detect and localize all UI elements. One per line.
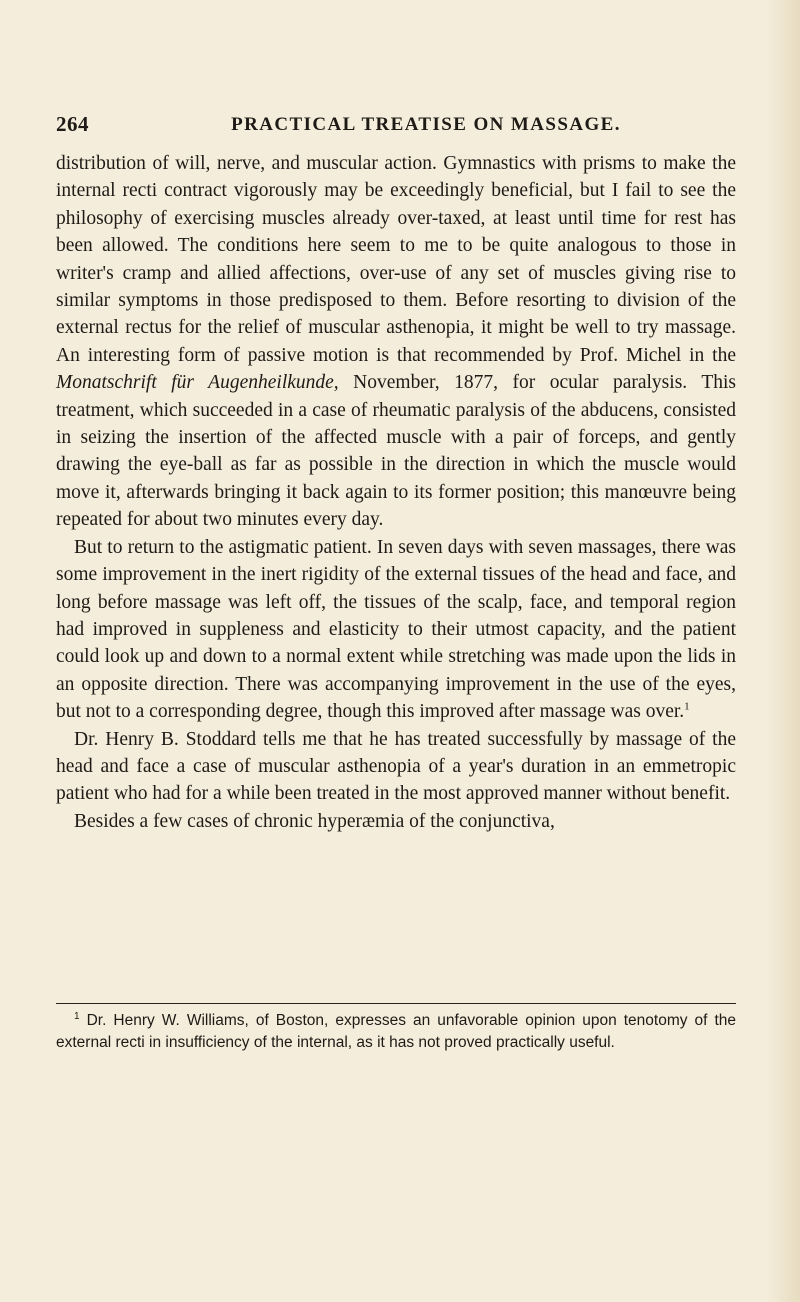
journal-title: Monatschrift für Augenheilkunde,	[56, 372, 339, 394]
paragraph-3	[56, 726, 736, 808]
page-edge-shadow	[766, 0, 800, 1302]
paragraph-4	[56, 808, 736, 835]
footnote-reference[interactable]: 1	[684, 700, 690, 713]
paragraph-4-text: Besides a few cases of chronic hyperæmia of the conjunctiva,	[74, 810, 555, 832]
page-number: 264	[56, 112, 89, 136]
paragraph-2	[56, 534, 736, 726]
paragraph-1-text-a: distribution of will, nerve, and muscular action. Gymnastics with prisms to make the internal recti contract vigorously may be exceedingly beneficial, but I fail to see the philosophy of exercising muscles already over-taxed, at least until time for rest has been allowed. The conditions here seem to me to be quite analogous to those in writer's cramp and allied affections, over-use of any set of muscles giving rise to similar symptoms in those predisposed to them. Before resorting to division of the external rectus for the relief of muscular asthenopia, it might be well to try massage. An interesting form of passive motion is that recommended by Prof. Michel in the	[56, 153, 736, 366]
paragraph-3-text: Dr. Henry B. Stoddard tells me that he has treated successfully by massage of the head and face a case of muscular asthenopia of a year's duration in an emmetropic patient who had for a while been treated in the most approved manner without benefit.	[56, 728, 736, 805]
body-text	[56, 150, 736, 835]
paragraph-1	[56, 150, 736, 534]
paragraph-2-text: But to return to the astigmatic patient. In seven days with seven massages, there was some improvement in the inert rigidity of the external tissues of the head and face, and long before massage was left off, the tissues of the scalp, face, and temporal region had improved in suppleness and elasticity to their utmost capacity, and the patient could look up and down to a normal extent while stretching was made upon the lids in an opposite direction. There was accompanying improvement in the use of the eyes, but not to a corresponding degree, though this improved after massage was over.	[56, 536, 736, 723]
footnote-text: Dr. Henry W. Williams, of Boston, expresses an unfavorable opinion upon tenotomy of the external recti in insufficiency of the internal, as it has not proved practically useful.	[56, 1012, 736, 1051]
footnotes	[56, 1010, 736, 1054]
footnote-divider	[56, 1003, 736, 1004]
footnote	[56, 1010, 736, 1054]
running-head	[56, 112, 736, 142]
footnote-marker: 1	[74, 1010, 80, 1022]
paragraph-1-text-b: November, 1877, for ocular paralysis. This treatment, which succeeded in a case of rheumatic paralysis of the abducens, consisted in seizing the insertion of the affected muscle with a pair of forceps, and gently drawing the eye-ball as far as possible in the direction in which the muscle would move it, afterwards bringing it back again to its former position; this manœuvre being repeated for about two minutes every day.	[56, 372, 736, 531]
page-title: PRACTICAL TREATISE ON MASSAGE.	[231, 114, 621, 135]
